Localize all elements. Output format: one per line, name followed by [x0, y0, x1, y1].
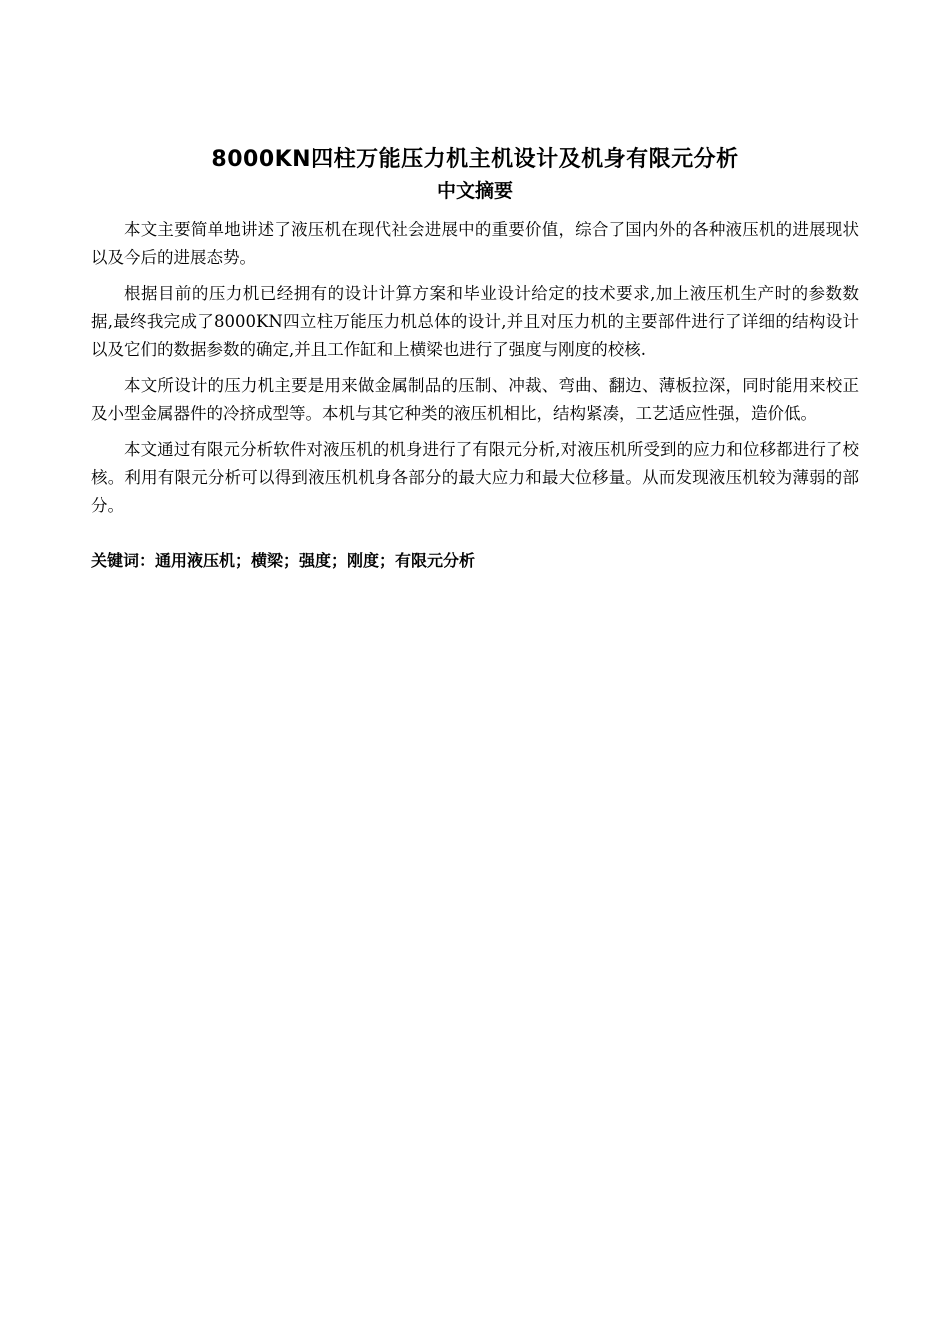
- document-page: [91, 144, 859, 574]
- abstract-paragraph-1: 本文主要简单地讲述了液压机在现代社会进展中的重要价值，综合了国内外的各种液压机的进展现状以及今后的进展态势。: [91, 220, 859, 267]
- abstract-paragraph-3: 本文所设计的压力机主要是用来做金属制品的压制、冲裁、弯曲、翻边、薄板拉深，同时能用来校正及小型金属器件的冷挤成型等。本机与其它种类的液压机相比，结构紧凑，工艺适应性强，造价低。: [91, 376, 859, 423]
- abstract-paragraph-4: 本文通过有限元分析软件对液压机的机身进行了有限元分析,对液压机所受到的应力和位移都进行了校核。利用有限元分析可以得到液压机机身各部分的最大应力和最大位移量。从而发现液压机较为薄弱的部分。: [91, 440, 859, 515]
- abstract-paragraph-2: 根据目前的压力机已经拥有的设计计算方案和毕业设计给定的技术要求,加上液压机生产时的参数数据,最终我完成了8000KN四立柱万能压力机总体的设计,并且对压力机的主要部件进行了详细的结构设计以及它们的数据参数的确定,并且工作缸和上横梁也进行了强度与刚度的校核.: [91, 284, 859, 359]
- keywords-line: 关键词：通用液压机；横梁；强度；刚度；有限元分析: [91, 551, 476, 570]
- document-title: 8000KN四柱万能压力机主机设计及机身有限元分析: [211, 147, 739, 172]
- abstract-heading: 中文摘要: [436, 180, 513, 202]
